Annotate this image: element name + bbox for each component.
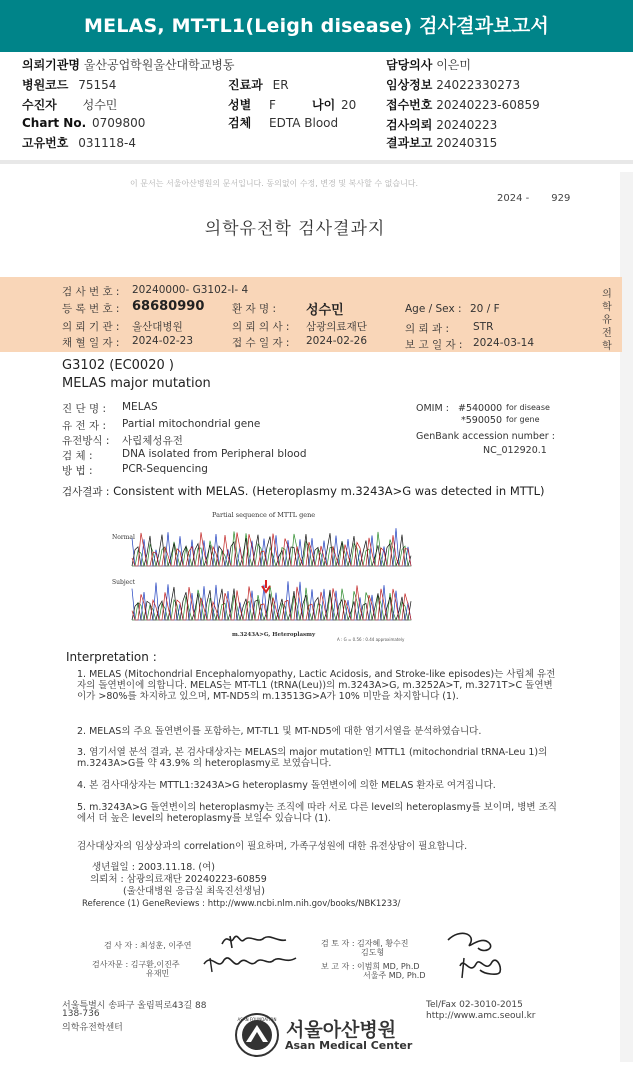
hospital-name-en: Asan Medical Center: [285, 1039, 413, 1052]
interpretation-title: Interpretation :: [66, 650, 157, 664]
omim-label: OMIM :: [416, 403, 449, 414]
field-label: 유 전 자 :: [62, 420, 106, 432]
info-value: EDTA Blood: [269, 116, 339, 130]
info-label: 담당의사: [386, 58, 433, 72]
field-label: 검 체 :: [62, 450, 93, 462]
test-result: [62, 484, 545, 499]
advisor-2: 유재민: [146, 969, 170, 978]
result-text: Consistent with MELAS. (Heteroplasmy m.3243A>G was detected in MTTL): [113, 484, 545, 498]
info-label: 의뢰기관명: [22, 58, 80, 72]
signature-left-icon: [200, 924, 300, 984]
field-value: DNA isolated from Peripheral blood: [122, 448, 307, 460]
field-value: 사립체성유전: [122, 435, 183, 447]
band-value: 울산대병원: [132, 321, 183, 333]
normal-label: Normal: [112, 534, 135, 541]
report-header: [0, 0, 633, 52]
info-label: 고유번호: [22, 136, 69, 150]
serial-number: [497, 193, 570, 204]
band-value: 2024-02-23: [132, 335, 194, 347]
test-code: G3102 (EC0020 ): [62, 358, 174, 373]
band-value: 성수민: [306, 303, 344, 318]
serial-year: 2024 -: [497, 193, 530, 204]
field-label: 방 법 :: [62, 465, 93, 477]
info-value: 24022330273: [436, 78, 521, 92]
field-value: MELAS: [122, 401, 158, 413]
band-label: 의 뢰 과 :: [405, 323, 449, 335]
band-value: 20240000- G3102-I- 4: [132, 284, 249, 296]
requester: 의뢰처 : 삼광의료재단 20240223-60859: [90, 874, 267, 885]
department: 의학유전학센터: [62, 1023, 123, 1033]
field-label: 진 단 명 :: [62, 403, 106, 415]
patient-band: [0, 277, 590, 352]
examiner: 검 사 자 : 최성훈, 이주연: [104, 941, 192, 950]
info-label: 결과보고: [386, 136, 433, 150]
info-value: 20: [341, 98, 357, 112]
band-value: STR: [473, 321, 494, 333]
info-value: 0709800: [91, 116, 146, 130]
info-label: 나이: [312, 98, 336, 112]
interpretation-paragraph: 1. MELAS (Mitochondrial Encephalomyopathy, Lactic Acidosis, and Stroke-like episodes)는 사립체 유전자의 돌연변이에 의합니다. MELAS는 MT-TL1 (tRNA(Leu))의 m.3243A>G, m.3252A>T, m.3271T>C 돌연변이가 >80%를 차지하고 있으며, MT-ND5의 m.13513G>A가 10% 미만을 차지합니다 (1).: [77, 669, 556, 702]
band-value: 20 / F: [470, 303, 500, 315]
mutation-caption: m.3243A>G, Heteroplasmy: [232, 632, 316, 638]
field-value: Partial mitochondrial gene: [122, 418, 261, 430]
info-label: 검사의뢰: [386, 118, 433, 132]
info-value: 20240223-60859: [436, 98, 540, 112]
vertical-char: 전: [602, 328, 612, 339]
requester-detail: (울산대병원 응급실 최욱진선생님): [123, 886, 265, 897]
omim-gene-note: for gene: [506, 415, 540, 424]
vertical-char: 학: [602, 341, 612, 352]
info-label: 임상정보: [386, 78, 433, 92]
subject-trace: [132, 581, 412, 620]
band-label: 보 고 일 자 :: [405, 339, 463, 351]
band-label: 등 록 번 호 :: [62, 303, 120, 315]
band-label: Age / Sex :: [405, 303, 462, 315]
tel-fax: Tel/Fax 02-3010-2015: [426, 1000, 523, 1010]
genbank-number: NC_012920.1: [483, 445, 547, 456]
result-label: 검사결과 :: [62, 486, 110, 498]
info-value: ER: [272, 78, 289, 92]
address-line-2: 138-736: [62, 1009, 100, 1019]
info-label: Chart No.: [22, 116, 87, 130]
serial-no: 929: [551, 193, 571, 204]
omim-disease: #540000: [458, 403, 503, 414]
trace-line: [132, 585, 411, 620]
band-label: 검 사 번 호 :: [62, 286, 120, 298]
omim-disease-note: for disease: [506, 403, 550, 412]
info-label: 검체: [228, 116, 252, 130]
website: http://www.amc.seoul.kr: [426, 1011, 536, 1021]
interpretation-paragraph: 5. m.3243A>G 돌연변이의 heteroplasmy는 조직에 따라 서로 다른 level의 heteroplasmy를 보이며, 병변 조직에서 더 높은 level의 heteroplasmy를 보일수 있습니다 (1).: [77, 802, 557, 824]
reference: Reference (1) GeneReviews : http://www.ncbi.nlm.nih.gov/books/NBK1233/: [82, 899, 401, 909]
info-value: F: [269, 98, 276, 112]
band-value: 삼광의료재단: [306, 321, 367, 333]
info-value: 성수민: [82, 98, 118, 112]
interpretation-paragraph: 3. 염기서열 분석 결과, 본 검사대상자는 MELAS의 major mutation인 MTTL1 (mitochondrial tRNA-Leu 1)의 m.3243A>G를 약 43.9% 의 heteroplasmy로 보였습니다.: [77, 747, 548, 769]
ratio-caption: A : G = 0.56 : 0.44 approximately: [337, 637, 405, 642]
reviewer: 검 토 자 : 김자혜, 황수진: [321, 939, 409, 948]
info-label: 수진자: [22, 98, 57, 112]
band-value: 2024-02-26: [306, 335, 368, 347]
reviewer-2: 김도형: [361, 948, 385, 957]
hospital-name-ko: 서울아산병원: [286, 1019, 397, 1041]
interpretation-paragraph: 4. 본 검사대상자는 MTTL1:3243A>G heteroplasmy 돌연변이에 의한 MELAS 환자로 여겨집니다.: [77, 780, 496, 791]
vertical-char: 의: [602, 289, 612, 300]
test-name: MELAS major mutation: [62, 376, 211, 391]
advisor: 검사자문 : 김구환,이진주: [92, 960, 180, 969]
omim-gene: *590050: [461, 415, 503, 426]
trace-line: [132, 587, 411, 620]
info-value: 031118-4: [78, 136, 136, 150]
field-label: 유전방식 :: [62, 435, 110, 447]
band-label: 채 혈 일 자 :: [62, 337, 120, 349]
field-value: PCR-Sequencing: [122, 463, 208, 475]
copyright-notice: 이 문서는 서울아산병원의 문서입니다. 동의없이 수정, 변경 및 복사할 수 없습니다.: [130, 179, 419, 188]
info-label: 병원코드: [22, 78, 69, 92]
info-value: 20240223: [436, 118, 498, 132]
band-value: 2024-03-14: [473, 337, 535, 349]
info-label: 성별: [228, 98, 252, 112]
asan-foundation-logo-icon: [234, 1012, 280, 1058]
document-title: 의학유전학 검사결과지: [204, 219, 386, 239]
reporter: 보 고 자 : 이범희 MD, Ph.D: [321, 962, 420, 971]
vertical-char: 학: [602, 302, 612, 313]
info-value: 75154: [78, 78, 117, 92]
info-label: 접수번호: [386, 98, 433, 112]
band-label: 의 뢰 의 사 :: [232, 321, 290, 333]
vertical-dept-label: [590, 277, 622, 352]
report-title: MELAS, MT-TL1(Leigh disease) 검사결과보고서: [84, 15, 549, 37]
seal-text: ASAN FOUNDATION: [237, 1017, 277, 1022]
genbank-label: GenBank accession number :: [416, 431, 555, 442]
info-value: 울산공업학원울산대학교병동: [83, 58, 235, 72]
reporter-2: 서울주 MD, Ph.D: [363, 971, 426, 980]
info-value: 이은미: [436, 58, 471, 72]
birth-date: 생년월일 : 2003.11.18. (여): [92, 862, 215, 873]
address-line-1: 서울특별시 송파구 올림픽로43길 88: [62, 1001, 207, 1011]
sequence-chromatogram: [112, 508, 422, 648]
chromatogram-title: Partial sequence of MTTL gene: [212, 511, 316, 519]
band-label: 의 뢰 기 관 :: [62, 321, 120, 333]
vertical-char: 유: [602, 315, 612, 326]
correlation-note: 검사대상자의 임상상과의 correlation이 필요하며, 가족구성원에 대한 유전상담이 필요합니다.: [77, 841, 468, 852]
band-label: 접 수 일 자 :: [232, 337, 290, 349]
band-value: 68680990: [132, 299, 205, 314]
info-value: 20240315: [436, 136, 498, 150]
signature-right-icon: [440, 926, 510, 984]
info-label: 진료과: [228, 78, 263, 92]
subject-label: Subject: [112, 579, 135, 586]
normal-trace: [132, 528, 412, 566]
band-label: 환 자 명 :: [232, 303, 276, 315]
interpretation-paragraph: 2. MELAS의 주요 돌연변이를 포함하는, MT-TL1 및 MT-ND5에 대한 염기서열을 분석하였습니다.: [77, 726, 482, 737]
